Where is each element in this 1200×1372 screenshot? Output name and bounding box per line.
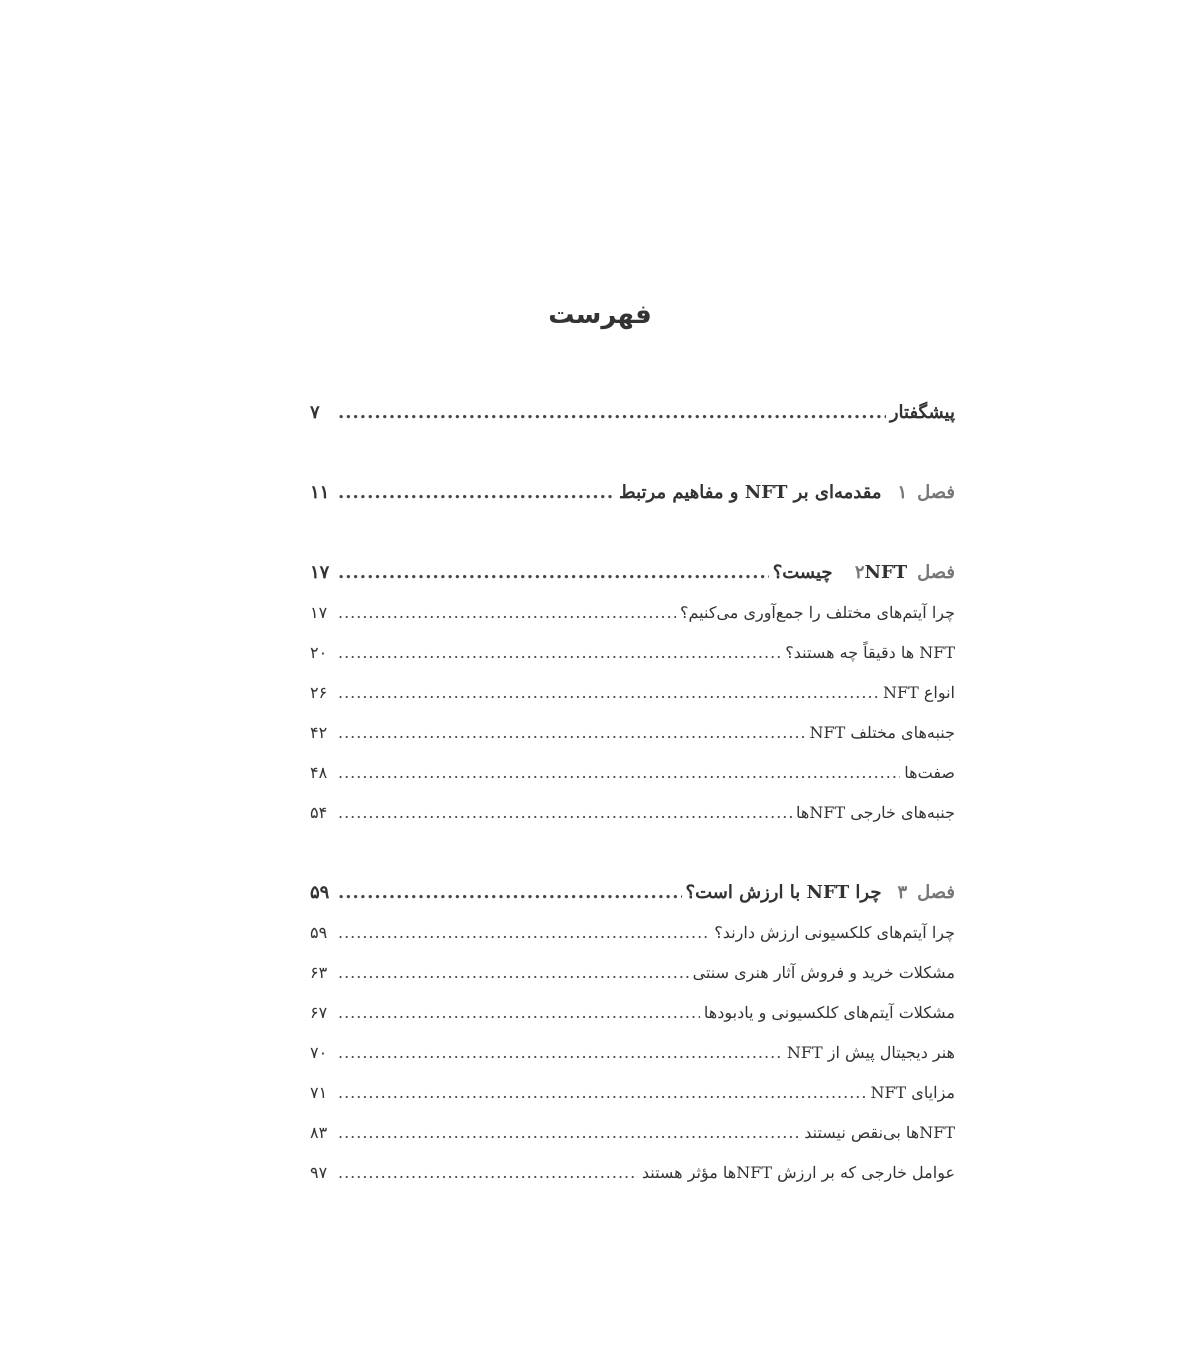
toc-section-row[interactable] (310, 673, 955, 713)
toc-entry-title: چرا NFT با ارزش است؟ (685, 882, 882, 903)
toc-page-number: ۷۰ (310, 1043, 328, 1062)
dot-leader (338, 393, 886, 433)
chapter-label: فصل (917, 882, 955, 903)
dot-leader (338, 993, 700, 1033)
toc-page-number: ۷ (310, 402, 320, 423)
chapter-number: ۲ (854, 562, 865, 583)
chapter-label: فصل (917, 482, 955, 503)
toc-page-number: ۷۱ (310, 1083, 328, 1102)
toc-section-row[interactable] (310, 1113, 955, 1153)
toc-entry-title: چرا آیتم‌های کلکسیونی ارزش دارند؟ (714, 923, 955, 942)
dot-leader (338, 1153, 638, 1193)
toc-entry-title: NFT ها دقیقاً چه هستند؟ (785, 643, 955, 662)
toc-section-row[interactable] (310, 1073, 955, 1113)
dot-leader (338, 673, 879, 713)
dot-leader (338, 553, 769, 593)
toc-section-row[interactable] (310, 793, 955, 833)
toc-entry-title-group (796, 793, 955, 833)
dot-leader (338, 873, 682, 913)
chapter-number: ۳ (897, 882, 908, 903)
dot-leader (338, 953, 689, 993)
toc-entry-title-group (619, 473, 955, 513)
toc-entry-title: انواع NFT (882, 683, 955, 702)
dot-leader (338, 793, 792, 833)
toc-entry-title-group (714, 913, 955, 953)
chapter-number: ۱ (897, 482, 908, 503)
toc-chapter-row[interactable] (310, 473, 955, 513)
toc-page-number: ۹۷ (310, 1163, 328, 1182)
toc-page-number: ۶۳ (310, 963, 328, 982)
toc-page-number: ۲۶ (310, 683, 328, 702)
toc-page-number: ۸۳ (310, 1123, 328, 1142)
chapter-spacer (310, 513, 955, 553)
toc-page-number: ۴۸ (310, 763, 328, 782)
toc-section-row[interactable] (310, 1153, 955, 1193)
dot-leader (338, 633, 781, 673)
dot-leader (338, 753, 900, 793)
toc-section-row[interactable] (310, 1033, 955, 1073)
toc-entry-title-group (890, 393, 955, 433)
toc-page-number: ۲۰ (310, 643, 328, 662)
toc-entry-title-group (785, 633, 955, 673)
toc-entry-title-group (642, 1153, 955, 1193)
toc-entry-title: هنر دیجیتال پیش از NFT (786, 1043, 955, 1062)
toc-entry-title: صفت‌ها (904, 763, 955, 782)
toc-entry-title-group (686, 873, 955, 913)
toc-entry-title-group (787, 1033, 955, 1073)
dot-leader (338, 913, 710, 953)
chapter-label: فصل (917, 562, 955, 583)
page-title: فهرست (548, 300, 652, 330)
dot-leader (338, 1073, 866, 1113)
dot-leader (338, 1113, 800, 1153)
toc-page-number: ۱۱ (310, 482, 330, 503)
toc-page-number: ۵۴ (310, 803, 328, 822)
chapter-spacer (310, 433, 955, 473)
toc-page-number: ۵۹ (310, 923, 328, 942)
toc-section-row[interactable] (310, 593, 955, 633)
toc-entry-title-group (693, 953, 955, 993)
dot-leader (338, 593, 676, 633)
toc-page-number: ۶۷ (310, 1003, 328, 1022)
toc-chapter-row[interactable] (310, 553, 955, 593)
toc-entry-title-group (883, 673, 955, 713)
toc-entry-title-group (804, 1113, 955, 1153)
toc-entry-title-group (870, 1073, 955, 1113)
table-of-contents (310, 393, 955, 1193)
toc-section-row[interactable] (310, 633, 955, 673)
chapter-spacer (310, 833, 955, 873)
toc-entry-title-group (810, 713, 956, 753)
toc-page-number: ۴۲ (310, 723, 328, 742)
dot-leader (338, 1033, 783, 1073)
toc-section-row[interactable] (310, 993, 955, 1033)
toc-entry-title-group (704, 993, 955, 1033)
toc-entry-title: پیشگفتار (889, 402, 955, 423)
dot-leader (338, 713, 806, 753)
toc-entry-title: عوامل خارجی که بر ارزش NFTها مؤثر هستند (641, 1163, 955, 1182)
toc-entry-title-group (680, 593, 955, 633)
toc-chapter-row[interactable] (310, 873, 955, 913)
toc-entry-title: NFTها بی‌نقص نیستند (804, 1123, 955, 1142)
toc-entry-title: جنبه‌های خارجی NFTها (796, 803, 955, 822)
toc-entry-title: مزایای NFT (870, 1083, 955, 1102)
toc-chapter-row[interactable] (310, 393, 955, 433)
toc-entry-title: چرا آیتم‌های مختلف را جمع‌آوری می‌کنیم؟ (680, 603, 955, 622)
toc-section-row[interactable] (310, 713, 955, 753)
toc-entry-title-group (773, 553, 955, 593)
toc-page-number: ۱۷ (310, 603, 328, 622)
toc-entry-title-group (904, 753, 955, 793)
dot-leader (338, 473, 615, 513)
toc-entry-title: NFT چیست؟ (772, 562, 908, 583)
toc-page-number: ۱۷ (310, 562, 330, 583)
toc-page-number: ۵۹ (310, 882, 330, 903)
toc-entry-title: مشکلات آیتم‌های کلکسیونی و یادبودها (703, 1003, 955, 1022)
toc-entry-title: مشکلات خرید و فروش آثار هنری سنتی (692, 963, 955, 982)
toc-entry-title: جنبه‌های مختلف NFT (809, 723, 955, 742)
toc-section-row[interactable] (310, 913, 955, 953)
toc-entry-title: مقدمه‌ای بر NFT و مفاهیم مرتبط (619, 482, 882, 503)
toc-section-row[interactable] (310, 953, 955, 993)
toc-section-row[interactable] (310, 753, 955, 793)
